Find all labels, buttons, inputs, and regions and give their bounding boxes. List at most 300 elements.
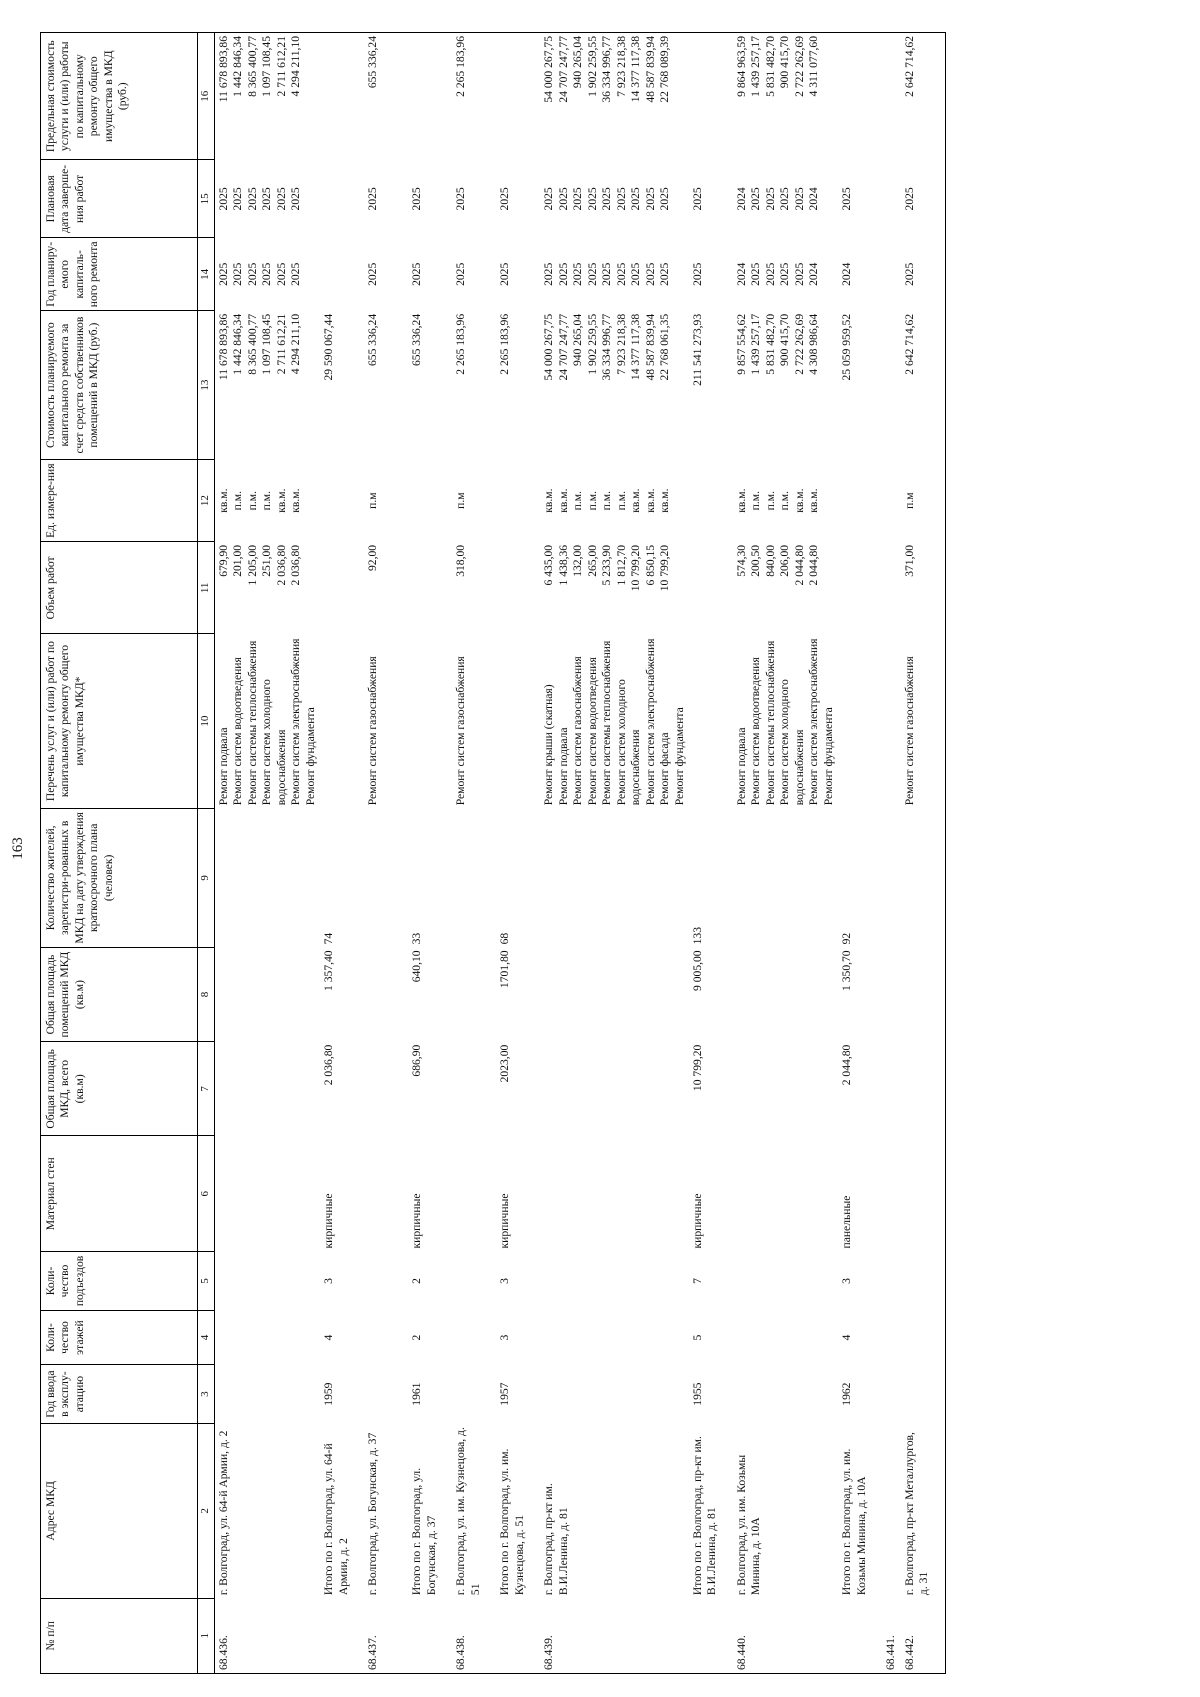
cost-cell [689, 311, 733, 460]
works-line: Ремонт фундамента [672, 707, 686, 806]
plan-year-line: 2024 [840, 262, 854, 286]
works-line: Ремонт фундамента [303, 707, 317, 806]
end-date-line: 2025 [556, 187, 570, 211]
residents-cell [364, 808, 408, 947]
header-row [41, 33, 198, 1674]
end-date-line: 2025 [690, 187, 704, 211]
limit-line: 22 768 089,39 [658, 36, 672, 103]
entrances-cell [733, 1252, 838, 1311]
end-date-line: 2025 [260, 187, 274, 211]
plan-year-line: 2025 [231, 262, 245, 286]
end-date-line: 2025 [274, 187, 288, 211]
cost-cell [838, 311, 882, 460]
header-cell: Материал стен [41, 1136, 198, 1252]
units-line: кв.м. [807, 488, 821, 513]
units-line: кв.м. [643, 488, 657, 513]
volume-cell [320, 542, 364, 634]
volume-line: 6 435,00 [542, 544, 556, 586]
residents-cell [540, 808, 689, 947]
limit-cost-cell [838, 33, 882, 160]
volume-cell [882, 542, 900, 634]
cost-line: 29 590 067,44 [322, 313, 336, 381]
row-number [496, 1598, 540, 1673]
row-number: 68.441. [882, 1598, 900, 1673]
table-row [364, 33, 408, 1674]
plan-year-line: 2025 [643, 262, 657, 286]
cost-cell [901, 311, 946, 460]
plan-year-line: 2025 [585, 262, 599, 286]
volume-line: 679,90 [216, 544, 230, 577]
limit-line: 1 442 846,34 [231, 36, 245, 97]
floors-cell [452, 1310, 496, 1364]
column-number: 11 [198, 542, 215, 634]
units-line: п.м. [585, 490, 599, 511]
cost-line: 1 442 846,34 [231, 313, 245, 375]
cost-line: 940 265,04 [571, 313, 585, 367]
floors-cell [540, 1310, 689, 1364]
volume-cell [496, 542, 540, 634]
limit-line: 940 265,04 [571, 36, 585, 89]
plan-year-line: 2025 [289, 262, 303, 286]
works-line: Ремонт систем газоснабжения [366, 656, 380, 806]
end-date-line: 2025 [216, 187, 230, 211]
plan-year-line: 2025 [260, 262, 274, 286]
works-line: Ремонт системы теплоснабжения [600, 640, 614, 806]
limit-line: 4 311 077,60 [807, 36, 821, 97]
limit-cost-cell [496, 33, 540, 160]
units-line: п.м. [614, 490, 628, 511]
plan-year-cell [882, 238, 900, 311]
limit-line: 5 831 482,70 [763, 36, 777, 97]
total-area-cell [882, 1042, 900, 1136]
limit-cost-cell [452, 33, 496, 160]
limit-line: 4 294 211,10 [289, 36, 303, 97]
header-cell: Ед. измере-ния [41, 459, 198, 542]
end-date-line: 2025 [245, 187, 259, 211]
plan-year-line: 2025 [498, 262, 512, 286]
table-row [452, 33, 496, 1674]
total-area-cell [540, 1042, 689, 1136]
cost-cell [452, 311, 496, 460]
cost-line: 1 902 259,55 [585, 313, 599, 375]
total-area-cell [214, 1042, 320, 1136]
entrances-cell [882, 1252, 900, 1311]
volume-line: 1 438,36 [556, 544, 570, 586]
plan-year-line: 2025 [763, 262, 777, 286]
plan-year-line: 2025 [216, 262, 230, 286]
works-list-cell [364, 634, 408, 808]
cost-line: 36 334 996,77 [600, 313, 614, 381]
column-number: 6 [198, 1136, 215, 1252]
units-line: п.м. [260, 490, 274, 511]
plan-year-line: 2025 [792, 262, 806, 286]
residents-cell [901, 808, 946, 947]
unit-cell [901, 459, 946, 542]
plan-year-cell [733, 238, 838, 311]
units-line: п.м. [763, 490, 777, 511]
cost-line: 2 722 262,69 [792, 313, 806, 375]
unit-cell [364, 459, 408, 542]
year-built-cell: 1962 [840, 1382, 854, 1406]
end-date-line: 2025 [410, 187, 424, 211]
volume-cell [540, 542, 689, 634]
end-date-line: 2025 [902, 187, 916, 211]
column-number: 10 [198, 634, 215, 808]
total-area-cell [364, 1042, 408, 1136]
header-cell: Коли-чество подъездов [41, 1252, 198, 1311]
floors-cell [364, 1310, 408, 1364]
premises-area-cell: 9 005,00 [690, 950, 704, 991]
column-number: 9 [198, 808, 215, 947]
premises-area-cell [733, 947, 838, 1041]
wall-material-cell: кирпичные [322, 1193, 336, 1249]
address-cell: Итого по г. Волгоград, пр-кт им. В.И.Ленина, д. 81 [690, 1436, 719, 1596]
header-cell: Количество жителей, зарегистри-рованных в МКД на дату утверждения краткосрочного плана (человек) [41, 808, 198, 947]
volume-cell [838, 542, 882, 634]
cost-cell [320, 311, 364, 460]
limit-line: 2 722 262,69 [792, 36, 806, 97]
end-date-cell [320, 160, 364, 238]
total-area-cell [452, 1042, 496, 1136]
plan-year-line: 2025 [902, 262, 916, 286]
plan-year-line: 2025 [629, 262, 643, 286]
year-built-cell: 1955 [690, 1382, 704, 1406]
units-line: кв.м. [289, 488, 303, 513]
unit-cell [540, 459, 689, 542]
end-date-line: 2025 [792, 187, 806, 211]
limit-line: 7 923 218,38 [614, 36, 628, 97]
residents-cell [452, 808, 496, 947]
units-line: п.м. [571, 490, 585, 511]
residents-cell: 33 [410, 932, 424, 945]
cost-line: 1 097 108,45 [260, 313, 274, 375]
works-list-cell [838, 634, 882, 808]
year-built-cell: 1959 [322, 1382, 336, 1406]
table-row [320, 33, 364, 1674]
column-number: 8 [198, 947, 215, 1041]
residents-cell [733, 808, 838, 947]
end-date-line: 2025 [585, 187, 599, 211]
end-date-line: 2025 [366, 187, 380, 211]
unit-cell [214, 459, 320, 542]
row-number: 68.438. [452, 1598, 496, 1673]
cost-cell [733, 311, 838, 460]
plan-year-cell [408, 238, 452, 311]
volume-line: 2 044,80 [807, 544, 821, 586]
units-line: кв.м. [734, 488, 748, 513]
limit-line: 1 439 257,17 [749, 36, 763, 97]
units-line: п.м. [749, 490, 763, 511]
works-line: Ремонт подвала [734, 727, 748, 806]
end-date-cell [540, 160, 689, 238]
units-line: п.м. [231, 490, 245, 511]
residents-cell: 92 [840, 932, 854, 945]
wall-material-cell [452, 1136, 496, 1252]
row-number: 68.436. [214, 1598, 320, 1673]
plan-year-cell [214, 238, 320, 311]
row-number [408, 1598, 452, 1673]
limit-cost-cell [882, 33, 900, 160]
plan-year-line: 2025 [410, 262, 424, 286]
limit-cost-cell [733, 33, 838, 160]
year-built-cell: 1961 [410, 1382, 424, 1406]
units-line: кв.м. [658, 488, 672, 513]
column-number: 5 [198, 1252, 215, 1311]
plan-year-cell [689, 238, 733, 311]
limit-cost-cell [214, 33, 320, 160]
unit-cell [838, 459, 882, 542]
volume-line: 371,00 [902, 544, 916, 577]
row-number: 68.439. [540, 1598, 689, 1673]
plan-year-line: 2025 [274, 262, 288, 286]
limit-line: 9 864 963,59 [734, 36, 748, 97]
table-row [496, 33, 540, 1674]
plan-year-cell [540, 238, 689, 311]
volume-line: 1 812,70 [614, 544, 628, 586]
volume-cell [364, 542, 408, 634]
limit-cost-cell [408, 33, 452, 160]
cost-line: 211 541 273,93 [690, 313, 704, 386]
end-date-line: 2025 [629, 187, 643, 211]
plan-year-cell [452, 238, 496, 311]
column-number: 4 [198, 1310, 215, 1364]
residents-cell: 68 [498, 932, 512, 945]
cost-line: 11 678 893,86 [216, 313, 230, 381]
limit-cost-cell [689, 33, 733, 160]
floors-cell: 5 [690, 1334, 704, 1341]
year-built-cell [882, 1365, 900, 1424]
unit-cell [452, 459, 496, 542]
limit-cost-cell [320, 33, 364, 160]
volume-line: 92,00 [366, 544, 380, 571]
plan-year-line: 2024 [734, 262, 748, 286]
address-cell: Итого по г. Волгоград, ул. им. Козьмы Минина, д. 10А [840, 1448, 868, 1596]
works-list-cell [882, 634, 900, 808]
works-line: Ремонт систем электроснабжения [643, 638, 657, 806]
header-cell: Стоимость планируемого капитального ремонта за счет средств собственников помещений в МКД (руб.) [41, 311, 198, 460]
floors-cell [882, 1310, 900, 1364]
volume-line: 840,00 [763, 544, 777, 577]
cost-line: 54 000 267,75 [542, 313, 556, 381]
address-cell: Итого по г. Волгоград, ул. Богунская, д. 37 [410, 1467, 438, 1596]
volume-line: 10 799,20 [658, 544, 672, 592]
year-built-cell [452, 1365, 496, 1424]
works-line: Ремонт системы теплоснабжения [245, 640, 259, 806]
entrances-cell [364, 1252, 408, 1311]
plan-year-cell [364, 238, 408, 311]
floors-cell: 2 [410, 1334, 424, 1341]
works-line: Ремонт подвала [556, 727, 570, 806]
end-date-cell [733, 160, 838, 238]
residents-cell [882, 808, 900, 947]
entrances-cell [214, 1252, 320, 1311]
table-row [408, 33, 452, 1674]
units-line: п.м [902, 492, 916, 509]
row-number [320, 1598, 364, 1673]
row-number: 68.437. [364, 1598, 408, 1673]
table-body [214, 33, 945, 1674]
entrances-cell [452, 1252, 496, 1311]
works-line: Ремонт фасада [658, 732, 672, 806]
volume-line: 200,50 [749, 544, 763, 577]
cost-line: 2 265 183,96 [454, 313, 468, 375]
limit-line: 1 902 259,55 [585, 36, 599, 97]
volume-line: 201,00 [231, 544, 245, 577]
units-line: п.м. [245, 490, 259, 511]
address-cell [882, 1424, 900, 1598]
address-cell: г. Волгоград, пр-кт им. В.И.Ленина, д. 81 [542, 1483, 570, 1596]
works-line: Ремонт систем газоснабжения [902, 656, 916, 806]
cost-line: 9 857 554,62 [734, 313, 748, 375]
end-date-line: 2025 [643, 187, 657, 211]
wall-material-cell: панельные [840, 1195, 854, 1249]
column-number: 12 [198, 459, 215, 542]
cost-cell [540, 311, 689, 460]
works-list-cell [540, 634, 689, 808]
cost-cell [214, 311, 320, 460]
volume-cell [214, 542, 320, 634]
works-line: Ремонт систем электроснабжения [289, 638, 303, 806]
row-number: 68.442. [901, 1598, 946, 1673]
end-date-line: 2025 [231, 187, 245, 211]
end-date-cell [408, 160, 452, 238]
volume-line: 6 850,15 [643, 544, 657, 586]
unit-cell [408, 459, 452, 542]
end-date-line: 2025 [778, 187, 792, 211]
end-date-cell [452, 160, 496, 238]
table-row [689, 33, 733, 1674]
cost-line: 25 059 959,52 [840, 313, 854, 381]
residents-cell: 74 [322, 932, 336, 945]
volume-line: 2 044,80 [792, 544, 806, 586]
works-line: Ремонт систем водоотведения [749, 657, 763, 806]
entrances-cell: 3 [498, 1278, 512, 1284]
end-date-line: 2025 [749, 187, 763, 211]
end-date-line: 2025 [498, 187, 512, 211]
row-number [689, 1598, 733, 1673]
header-cell: Объем работ [41, 542, 198, 634]
volume-line: 318,00 [454, 544, 468, 577]
end-date-line: 2025 [614, 187, 628, 211]
end-date-line: 2025 [763, 187, 777, 211]
limit-line: 2 265 183,96 [454, 36, 468, 97]
wall-material-cell [882, 1136, 900, 1252]
plan-year-line: 2025 [556, 262, 570, 286]
volume-line: 2 036,80 [289, 544, 303, 586]
repair-plan-table [40, 32, 946, 1674]
column-number: 14 [198, 238, 215, 311]
plan-year-line: 2025 [454, 262, 468, 286]
volume-line: 265,00 [585, 544, 599, 577]
limit-line: 36 334 996,77 [600, 36, 614, 103]
cost-cell [882, 311, 900, 460]
header-cell: Предельная стоимость услуги и (или) работы по капитальному ремонту общего имущества в МКД (руб.) [41, 33, 198, 160]
volume-cell [689, 542, 733, 634]
cost-line: 5 831 482,70 [763, 313, 777, 375]
floors-cell [901, 1310, 946, 1364]
header-cell: Год планиру-емого капиталь-ного ремонта [41, 238, 198, 311]
cost-line: 22 768 061,35 [658, 313, 672, 381]
works-line: Ремонт систем водоотведения [585, 657, 599, 806]
plan-year-line: 2025 [690, 262, 704, 286]
premises-area-cell: 640,10 [410, 950, 424, 983]
cost-line: 2 642 714,62 [902, 313, 916, 375]
works-line: Ремонт систем холодного водоснабжения [614, 679, 643, 806]
plan-year-cell [496, 238, 540, 311]
column-number: 7 [198, 1042, 215, 1136]
address-cell: Итого по г. Волгоград, ул. 64-й Армии, д. 2 [322, 1443, 350, 1596]
cost-line: 14 377 117,38 [629, 313, 643, 381]
header-cell: Коли-чество этажей [41, 1310, 198, 1364]
year-built-cell [540, 1365, 689, 1424]
table-row [901, 33, 946, 1674]
volume-line: 2 036,80 [274, 544, 288, 586]
floors-cell [214, 1310, 320, 1364]
entrances-cell: 3 [322, 1278, 336, 1284]
cost-cell [496, 311, 540, 460]
limit-cost-cell [901, 33, 946, 160]
plan-year-line: 2025 [245, 262, 259, 286]
premises-area-cell [452, 947, 496, 1041]
year-built-cell [364, 1365, 408, 1424]
volume-cell [733, 542, 838, 634]
end-date-cell [496, 160, 540, 238]
total-area-cell: 686,90 [410, 1044, 424, 1077]
table-row [882, 33, 900, 1674]
address-cell: г. Волгоград, ул. им. Кузнецова, д. 51 [454, 1427, 482, 1596]
units-line: кв.м. [792, 488, 806, 513]
entrances-cell: 3 [840, 1278, 854, 1284]
floors-cell: 3 [498, 1334, 512, 1341]
works-list-cell [320, 634, 364, 808]
plan-year-line: 2025 [778, 262, 792, 286]
works-list-cell [408, 634, 452, 808]
address-cell: г. Волгоград, пр-кт Металлургов, д. 31 [901, 1424, 946, 1598]
plan-year-line: 2025 [571, 262, 585, 286]
total-area-cell [733, 1042, 838, 1136]
entrances-cell: 2 [410, 1278, 424, 1284]
unit-cell [496, 459, 540, 542]
wall-material-cell: кирпичные [690, 1193, 704, 1249]
volume-line: 132,00 [571, 544, 585, 577]
page-number: 163 [10, 837, 26, 860]
units-line: кв.м. [556, 488, 570, 513]
floors-cell [733, 1310, 838, 1364]
volume-line: 574,30 [734, 544, 748, 577]
header-cell: Перечень услуг и (или) работ по капитальному ремонту общего имущества МКД* [41, 634, 198, 808]
limit-cost-cell [364, 33, 408, 160]
column-number: 1 [198, 1598, 215, 1673]
end-date-line: 2025 [840, 187, 854, 211]
works-line: Ремонт фундамента [821, 707, 835, 806]
unit-cell [320, 459, 364, 542]
volume-line: 1 205,00 [245, 544, 259, 586]
premises-area-cell [901, 947, 946, 1041]
entrances-cell: 7 [690, 1278, 704, 1284]
works-line: Ремонт подвала [216, 727, 230, 806]
units-line: п.м [454, 492, 468, 509]
end-date-line: 2025 [658, 187, 672, 211]
premises-area-cell [214, 947, 320, 1041]
end-date-cell [364, 160, 408, 238]
works-list-cell [733, 634, 838, 808]
residents-cell [214, 808, 320, 947]
premises-area-cell: 1701,80 [498, 950, 512, 989]
works-line: Ремонт систем холодного водоснабжения [778, 679, 806, 806]
limit-line: 900 415,70 [778, 36, 792, 89]
works-list-cell [901, 634, 946, 808]
premises-area-cell [364, 947, 408, 1041]
